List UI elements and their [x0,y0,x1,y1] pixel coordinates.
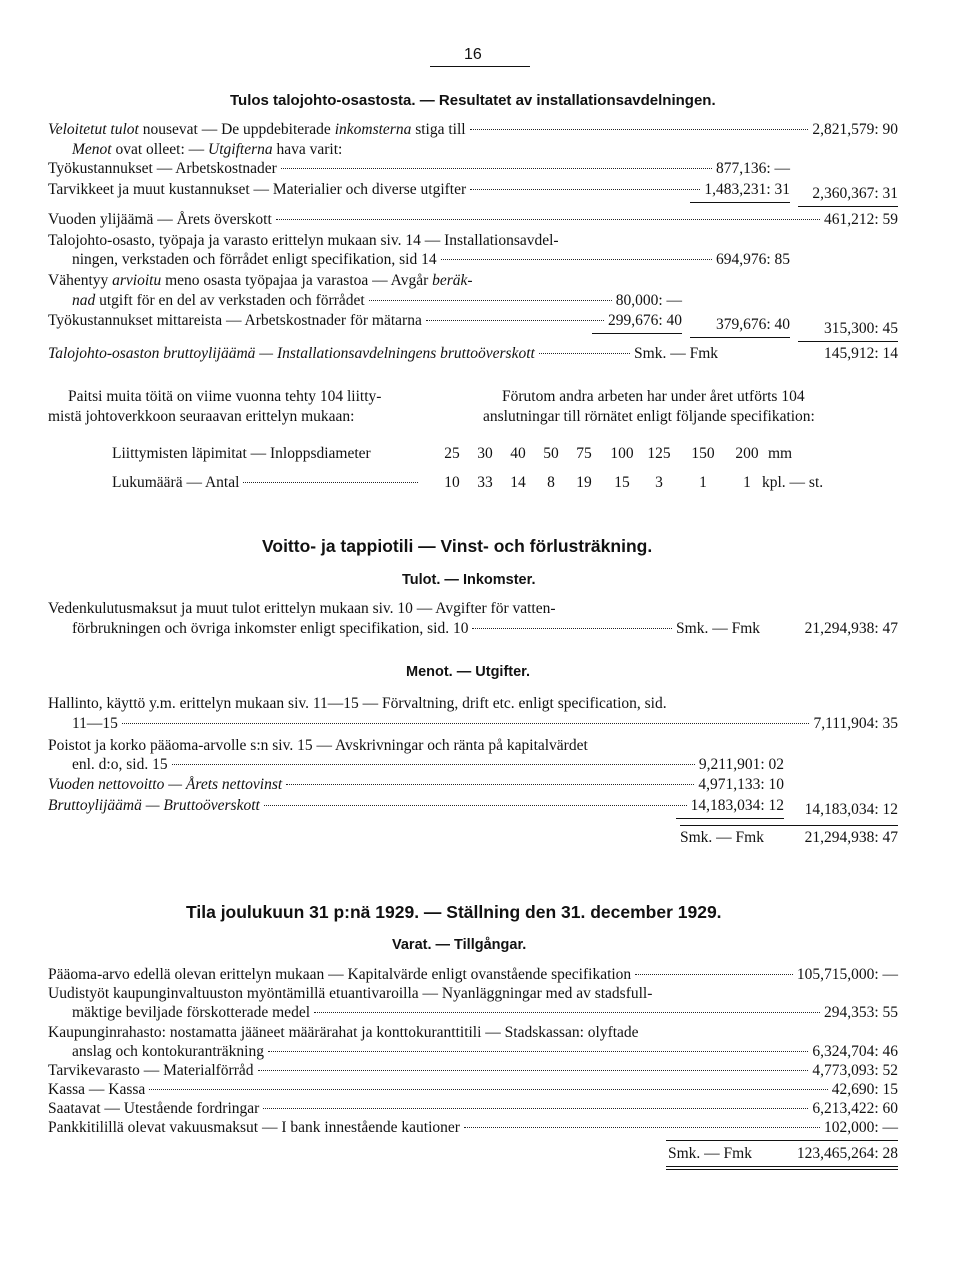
installation-dept-amount: 694,976: 85 [715,251,790,268]
deduction-total: 315,300: 45 [823,320,898,337]
leader-dots [539,353,630,354]
expenses-tail: hava varit: [272,141,343,158]
leader-dots [264,805,687,806]
calculated-term: beräk- [432,272,473,289]
new-works-label: mäktige beviljade förskotterade medel [72,1004,311,1021]
materials-label: Tarvikkeet ja muut kustannukset — Materialier och diverse utgifter [48,181,467,198]
row-labour-costs [48,160,790,178]
row-depreciation [72,756,784,774]
depreciation-label: enl. d:o, sid. 15 [72,756,168,773]
income-title: Tulot. — Inkomster. [402,572,536,588]
count-cell: 3 [655,474,663,491]
receivables-label: Saatavat — Utestående fordringar [48,1100,260,1117]
row-income [72,620,760,638]
labour-costs-label: Työkustannukset — Arbetskostnader [48,160,277,177]
count-cell: 19 [576,474,592,491]
expenses-label: Menot [72,141,112,158]
installation-line1: Talojohto-osasto, työpaja ja varasto erittelyn mukaan siv. 14 — Installationsavdel- [48,232,559,249]
leader-dots [470,189,700,190]
row-invoiced-income [48,121,898,139]
count-unit: kpl. — st. [762,474,824,491]
income-line1: Vedenkulutusmaksut ja muut tulot erittelyn mukaan siv. 10 — Avgifter för vatten- [48,600,556,617]
new-works-line1: Uudistyöt kaupunginvaltuuston myöntämillä etuantivaroilla — Nyanläggningar med av stadsfull- [48,985,653,1002]
leader-dots [122,723,810,724]
gross-profit-label: Bruttoylijäämä — Bruttoöverskott [48,797,260,814]
estimated-term: arvioitu [112,272,162,289]
leader-dots [470,129,809,130]
expense-total-currency: Smk. — Fmk [680,829,764,846]
paragraph-sv-line2: anslutningar till rörnätet enligt följande specifikation: [483,408,815,425]
deposits-amount: 102,000: — [823,1119,898,1136]
income-amount: 21,294,938: 47 [804,620,898,637]
income-rise-text: stiga till [411,121,466,138]
leader-dots [369,300,612,301]
materials-stock-label: Tarvikevarasto — Materialförråd [48,1062,254,1079]
labour-costs-amount: 877,136: — [715,160,790,177]
meter-subtotal: 379,676: 40 [715,316,790,333]
diameter-cell: 40 [510,445,526,462]
leader-dots [441,259,712,260]
diameter-cell: 30 [477,445,493,462]
admin-amount: 7,111,904: 35 [813,715,898,732]
meter-costs-amount: 299,676: 40 [607,312,682,329]
net-profit-amount: 4,971,133: 10 [698,776,784,793]
installation-dept-label: ningen, verkstaden och förrådet enligt specifikation, sid 14 [72,251,437,268]
depreciation-amount: 9,211,901: 02 [698,756,784,773]
income-term: inkomsterna [334,121,412,138]
row-new-works [72,1004,898,1022]
assets-total-currency: Smk. — Fmk [668,1145,752,1162]
invoiced-income-amount: 2,821,579: 90 [812,121,898,138]
count-cell: 1 [743,474,751,491]
section2-title: Voitto- ja tappiotili — Vinst- och förlusträkning. [262,536,653,556]
leader-dots [172,764,695,765]
row-materials [48,181,790,199]
count-cell: 15 [614,474,630,491]
subtotal-rule [676,818,784,819]
meter-costs-label: Työkustannukset mittareista — Arbetskostnader för mätarna [48,312,422,329]
city-fund-line1: Kaupunginrahasto: nostamatta jääneet määrärahat ja konttokuranttitili — Stadskassan: olyftade [48,1024,639,1041]
row-count-label [112,474,422,492]
total-rule [798,206,898,207]
invoiced-income-text: nousevat — De uppdebiterade [138,121,335,138]
leader-dots [472,628,672,629]
expenses-term: Utgifterna [208,141,273,158]
section1-title: Tulos talojohto-osastosta. — Resultatet av installationsavdelningen. [230,92,716,109]
materials-amount: 1,483,231: 31 [704,181,790,198]
expenses-text: ovat olleet: — [111,141,209,158]
expenses-total: 2,360,367: 31 [812,185,898,202]
materials-stock-amount: 4,773,093: 52 [812,1062,898,1079]
diameter-cell: 75 [576,445,592,462]
deduct-text: Vähentyy [48,272,113,289]
diameter-cell: 100 [610,445,634,462]
row-net-profit [48,776,784,794]
net-profit-label: Vuoden nettovoitto — Årets nettovinst [48,776,283,793]
leader-dots [314,1012,820,1013]
subtotal-rule [592,333,682,334]
deposits-label: Pankkitilillä olevat vakuusmaksut — I bank innestående kautioner [48,1119,460,1136]
diameter-unit: mm [768,445,793,462]
total-rule [798,341,898,342]
paragraph-sv-line1: Förutom andra arbeten har under året utförts 104 [502,388,805,405]
leader-dots [263,1108,808,1109]
count-cell: 33 [477,474,493,491]
leader-dots [268,1051,808,1052]
admin-label: 11—15 [72,715,118,732]
total-double-rule [666,1169,898,1170]
calculated-term-2: nad [72,292,96,309]
row-materials-stock [48,1062,898,1080]
row-cash [48,1081,898,1099]
deduct-text-2: meno osasta työpajaa ja varastoa — Avgår [161,272,433,289]
count-cell: 8 [547,474,555,491]
row-estimated-cost [72,292,682,310]
city-fund-label: anslag och kontokuranträkning [72,1043,264,1060]
leader-dots [426,320,604,321]
gross-surplus-label: Talojohto-osaston bruttoylijäämä — Installationsavdelningens bruttoöverskott [48,345,535,362]
estimated-cost-amount: 80,000: — [615,292,682,309]
row-receivables [48,1100,898,1118]
diameter-cell: 150 [691,445,715,462]
paragraph-fi-line2: mistä johtoverkkoon seuraavan erittelyn mukaan: [48,408,355,425]
total-rule [666,1140,898,1141]
row-annual-surplus [48,211,898,229]
leader-dots [276,219,820,220]
expenses-intro [72,141,342,159]
count-cell: 10 [444,474,460,491]
gross-surplus-currency: Smk. — Fmk [634,345,718,362]
city-fund-amount: 6,324,704: 46 [812,1043,898,1060]
annual-surplus-label: Vuoden ylijäämä — Årets överskott [48,211,272,228]
diameter-cell: 25 [444,445,460,462]
diameter-cell: 125 [647,445,671,462]
leader-dots [243,482,418,483]
leader-dots [149,1089,827,1090]
count-cell: 14 [510,474,526,491]
gross-surplus-amount: 145,912: 14 [823,345,898,362]
paragraph-fi-line1: Paitsi muita töitä on viime vuonna tehty 104 liitty- [68,388,382,405]
subtotal-rule [690,202,790,203]
row-installation-dept [72,251,790,269]
diameter-cell: 50 [543,445,559,462]
income-currency: Smk. — Fmk [676,620,760,637]
count-label: Lukumäärä — Antal [112,474,240,491]
row-gross-surplus [48,345,718,363]
admin-line1: Hallinto, käyttö y.m. erittelyn mukaan siv. 11—15 — Förvaltning, drift etc. enligt specification, sid. [48,695,667,712]
expense-total-amount: 21,294,938: 47 [804,829,898,846]
capital-value-amount: 105,715,000: — [796,966,898,983]
diameter-label: Liittymisten läpimitat — Inloppsdiameter [112,445,371,462]
leader-dots [286,784,694,785]
gross-profit-total: 14,183,034: 12 [804,801,898,818]
invoiced-income-label: Veloitetut tulot [48,121,139,138]
annual-surplus-amount: 461,212: 59 [823,211,898,228]
row-deposits [48,1119,898,1137]
leader-dots [281,168,712,169]
row-gross-profit [48,797,784,815]
depreciation-line1: Poistot ja korko pääoma-arvolle s:n siv. 15 — Avskrivningar och ränta på kapitalvärdet [48,737,588,754]
page-number: 16 [464,46,482,63]
count-cell: 1 [699,474,707,491]
section3-title: Tila joulukuun 31 p:nä 1929. — Ställning den 31. december 1929. [186,902,722,922]
gross-profit-amount: 14,183,034: 12 [690,797,784,814]
new-works-amount: 294,353: 55 [823,1004,898,1021]
assets-title: Varat. — Tillgångar. [392,937,527,953]
estimated-cost-line1 [48,272,473,290]
cash-amount: 42,690: 15 [831,1081,898,1098]
leader-dots [258,1070,809,1071]
capital-value-label: Pääoma-arvo edellä olevan erittelyn mukaan — Kapitalvärde enligt ovanstående specifikation [48,966,632,983]
assets-total-amount: 123,465,264: 28 [796,1145,898,1162]
row-capital-value [48,966,898,984]
diameter-cell: 200 [735,445,759,462]
subtotal-rule [690,337,790,338]
total-double-rule [666,1166,898,1167]
row-meter-costs [48,312,682,330]
row-admin [72,715,898,733]
leader-dots [635,974,793,975]
income-label: förbrukningen och övriga inkomster enligt specifikation, sid. 10 [72,620,469,637]
receivables-amount: 6,213,422: 60 [812,1100,898,1117]
leader-dots [464,1127,820,1128]
header-rule [430,66,530,67]
expense-title: Menot. — Utgifter. [406,664,531,680]
estimated-cost-label: utgift för en del av verkstaden och förrådet [95,292,365,309]
total-rule [680,825,898,826]
row-city-fund [72,1043,898,1061]
cash-label: Kassa — Kassa [48,1081,146,1098]
